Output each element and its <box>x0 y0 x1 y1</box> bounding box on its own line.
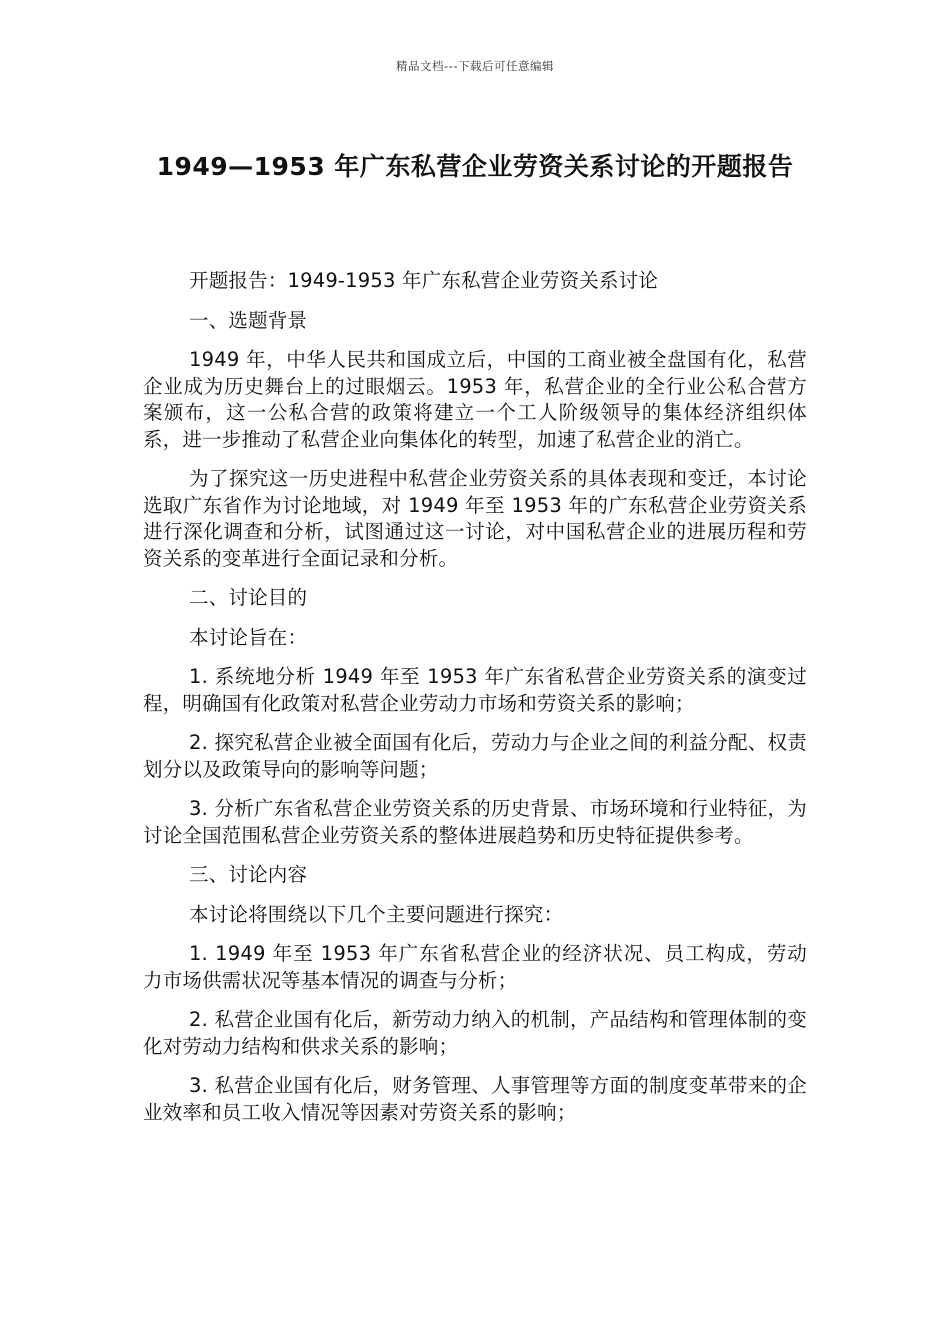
section-heading-purpose: 二、讨论目的 <box>189 586 308 609</box>
paragraph-background-2: 为了探究这一历史进程中私营企业劳资关系的具体表现和变迁，本讨论选取广东省作为讨论地域，对 1949 年至 1953 年的广东私营企业劳资关系进行深化调查和分析，试图通过这一讨论，对中国私营企业的进展历程和劳资关系的变革进行全面记录和分析。 <box>143 467 807 570</box>
list-item-purpose-1: 1. 系统地分析 1949 年至 1953 年广东省私营企业劳资关系的演变过程，明确国有化政策对私营企业劳动力市场和劳资关系的影响； <box>143 665 807 715</box>
section-heading-background: 一、选题背景 <box>189 308 308 332</box>
section-heading-content: 三、讨论内容 <box>189 863 308 886</box>
header-note: 精品文档---下载后可任意编辑 <box>396 59 554 73</box>
paragraph-purpose-lead: 本讨论旨在： <box>189 625 308 649</box>
list-item-content-3: 3. 私营企业国有化后，财务管理、人事管理等方面的制度变革带来的企业效率和员工收入情况等因素对劳资关系的影响； <box>143 1074 807 1124</box>
document-body <box>143 268 807 1139</box>
list-item-purpose-2: 2. 探究私营企业被全面国有化后，劳动力与企业之间的利益分配、权责划分以及政策导向的影响等问题； <box>143 731 807 781</box>
list-item-purpose-3: 3. 分析广东省私营企业劳资关系的历史背景、市场环境和行业特征，为讨论全国范围私营企业劳资关系的整体进展趋势和历史特征提供参考。 <box>143 797 807 847</box>
document-title: 1949—1953 年广东私营企业劳资关系讨论的开题报告 <box>156 152 794 181</box>
list-item-content-1: 1. 1949 年至 1953 年广东省私营企业的经济状况、员工构成，劳动力市场供需状况等基本情况的调查与分析； <box>143 942 807 992</box>
paragraph-intro: 开题报告：1949-1953 年广东私营企业劳资关系讨论 <box>189 269 659 292</box>
paragraph-background-1: 1949 年，中华人民共和国成立后，中国的工商业被全盘国有化，私营企业成为历史舞台上的过眼烟云。1953 年，私营企业的全行业公私合营方案颁布，这一公私合营的政策将建立一个工人阶级领导的集体经济组织体系，进一步推动了私营企业向集体化的转型，加速了私营企业的消亡。 <box>143 348 807 451</box>
paragraph-content-lead: 本讨论将围绕以下几个主要问题进行探究： <box>189 902 564 926</box>
list-item-content-2: 2. 私营企业国有化后，新劳动力纳入的机制，产品结构和管理体制的变化对劳动力结构和供求关系的影响； <box>143 1008 807 1058</box>
